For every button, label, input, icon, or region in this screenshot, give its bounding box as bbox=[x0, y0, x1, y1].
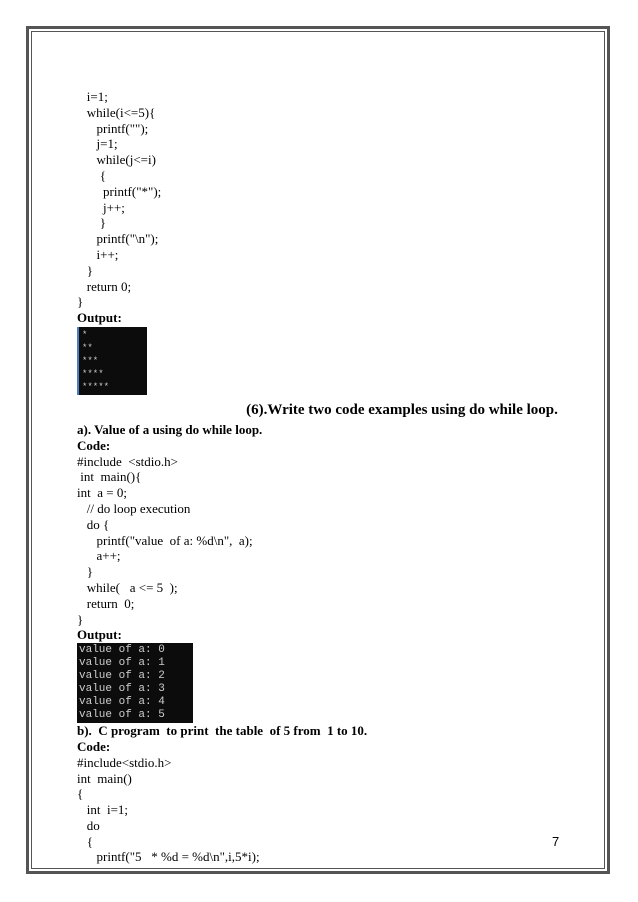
code-line: i++; bbox=[77, 246, 119, 262]
code-line: printf(""); bbox=[77, 120, 149, 136]
code-line: a++; bbox=[77, 548, 121, 564]
code-line: { bbox=[77, 833, 93, 849]
code-line: int i=1; bbox=[77, 802, 129, 818]
code-line: printf("*"); bbox=[77, 183, 162, 199]
terminal-line: value of a: 0 bbox=[79, 644, 165, 657]
code-line: while(i<=5){ bbox=[77, 104, 156, 120]
terminal-line: value of a: 3 bbox=[79, 683, 165, 696]
code-line: // do loop execution bbox=[77, 500, 191, 516]
code-line: int main(){ bbox=[77, 469, 142, 485]
terminal-line: * bbox=[82, 329, 88, 340]
terminal-line: value of a: 1 bbox=[79, 657, 165, 670]
document-content bbox=[77, 89, 577, 865]
terminal-line: ** bbox=[82, 342, 93, 353]
output-label: Output: bbox=[77, 310, 122, 326]
code-line: j=1; bbox=[77, 136, 118, 152]
terminal-line: ***** bbox=[82, 381, 110, 392]
code-line: #include <stdio.h> bbox=[77, 453, 178, 469]
code-block-a bbox=[77, 454, 577, 628]
code-line: while( a <= 5 ); bbox=[77, 579, 178, 595]
terminal-output-stars bbox=[77, 327, 147, 395]
code-block-1 bbox=[77, 89, 577, 310]
code-line: { bbox=[77, 786, 84, 802]
code-line: int main() bbox=[77, 770, 132, 786]
code-line: return 0; bbox=[77, 278, 132, 294]
terminal-line: value of a: 5 bbox=[79, 709, 165, 722]
code-line: } bbox=[77, 262, 93, 278]
code-line: i=1; bbox=[77, 89, 108, 104]
code-line: } bbox=[77, 611, 84, 627]
code-line: while(j<=i) bbox=[77, 152, 156, 168]
section-heading: (6).Write two code examples using do while loop. bbox=[246, 401, 558, 418]
terminal-line: *** bbox=[82, 355, 99, 366]
output-label: Output: bbox=[77, 627, 122, 643]
code-line: } bbox=[77, 215, 106, 231]
code-line: return 0; bbox=[77, 595, 135, 611]
code-line: printf("value of a: %d\n", a); bbox=[77, 532, 253, 548]
example-a-title: a). Value of a using do while loop. bbox=[77, 421, 263, 437]
page-number: 7 bbox=[552, 834, 560, 849]
terminal-output-values bbox=[77, 643, 193, 723]
code-block-b bbox=[77, 755, 577, 866]
code-line: int a = 0; bbox=[77, 485, 127, 501]
code-line: } bbox=[77, 564, 93, 580]
code-line: j++; bbox=[77, 199, 125, 215]
code-line: #include<stdio.h> bbox=[77, 754, 172, 770]
code-line: { bbox=[77, 167, 106, 183]
terminal-line: value of a: 2 bbox=[79, 670, 165, 683]
code-line: do { bbox=[77, 516, 110, 532]
code-line: printf("\n"); bbox=[77, 231, 159, 247]
code-line: printf("5 * %d = %d\n",i,5*i); bbox=[77, 849, 260, 865]
code-line: } bbox=[77, 294, 84, 310]
terminal-line: value of a: 4 bbox=[79, 696, 165, 709]
example-b-title: b). C program to print the table of 5 from 1 to 10. bbox=[77, 723, 368, 739]
code-label: Code: bbox=[77, 738, 111, 754]
terminal-line: **** bbox=[82, 368, 104, 379]
code-label: Code: bbox=[77, 437, 111, 453]
code-line: do bbox=[77, 817, 100, 833]
